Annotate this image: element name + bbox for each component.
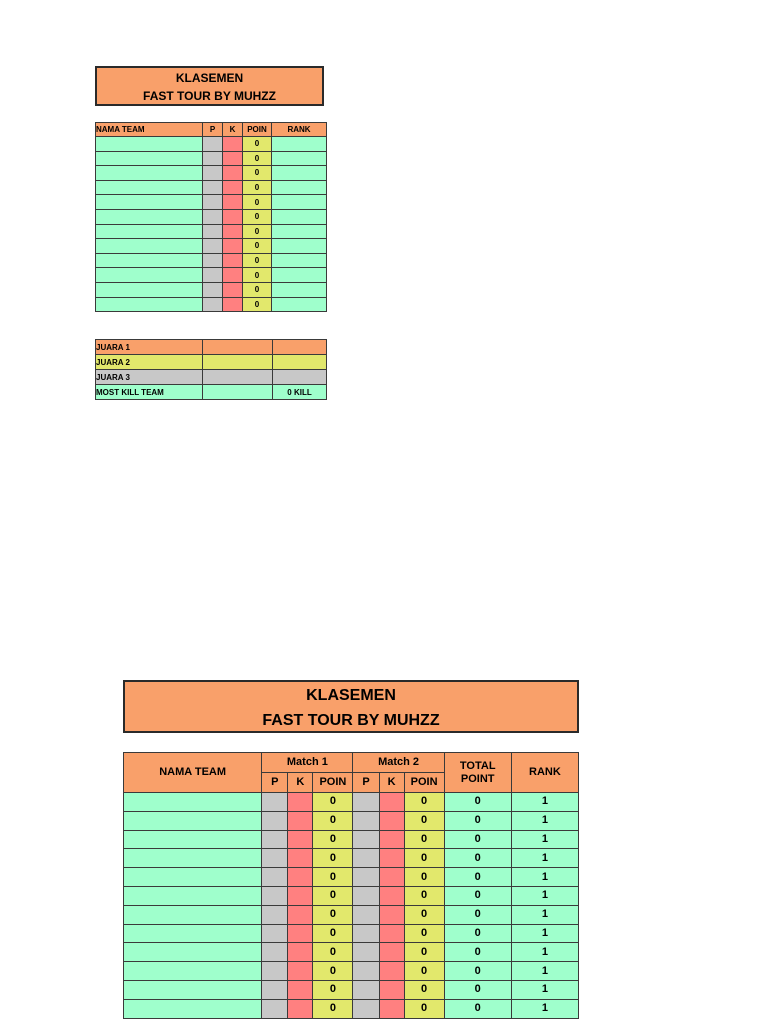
winner-row bbox=[96, 355, 327, 370]
small-k-cell[interactable] bbox=[223, 224, 243, 239]
small-k-cell[interactable] bbox=[223, 209, 243, 224]
winner-row bbox=[96, 385, 327, 400]
small-k-cell[interactable] bbox=[223, 180, 243, 195]
large-total-cell: 0 bbox=[444, 830, 511, 849]
large-team-cell[interactable] bbox=[124, 868, 262, 887]
large-m1-poin-cell: 0 bbox=[313, 811, 353, 830]
small-rank-cell bbox=[272, 195, 327, 210]
large-m2-poin-cell: 0 bbox=[404, 962, 444, 981]
small-p-cell[interactable] bbox=[203, 282, 223, 297]
large-m1-k-cell[interactable] bbox=[288, 886, 313, 905]
large-m2-k-cell[interactable] bbox=[379, 868, 404, 887]
large-m1-p-cell[interactable] bbox=[262, 793, 288, 812]
large-m2-p-cell[interactable] bbox=[353, 811, 379, 830]
large-table-row bbox=[124, 999, 579, 1018]
large-team-cell[interactable] bbox=[124, 793, 262, 812]
large-m2-k-cell[interactable] bbox=[379, 943, 404, 962]
large-m2-k-cell[interactable] bbox=[379, 811, 404, 830]
small-poin-cell: 0 bbox=[243, 209, 272, 224]
winners-table-body bbox=[96, 340, 327, 400]
large-m2-poin-cell: 0 bbox=[404, 793, 444, 812]
small-team-cell[interactable] bbox=[96, 297, 203, 312]
large-title-line2: FAST TOUR BY MUHZZ bbox=[262, 712, 440, 729]
large-m1-k-cell[interactable] bbox=[288, 793, 313, 812]
large-m2-p-cell[interactable] bbox=[353, 849, 379, 868]
small-k-cell[interactable] bbox=[223, 282, 243, 297]
large-team-cell[interactable] bbox=[124, 830, 262, 849]
small-k-cell[interactable] bbox=[223, 137, 243, 152]
large-rank-cell: 1 bbox=[511, 793, 578, 812]
large-table-row bbox=[124, 980, 579, 999]
small-k-cell[interactable] bbox=[223, 195, 243, 210]
large-m1-p-cell[interactable] bbox=[262, 980, 288, 999]
large-m1-k-cell[interactable] bbox=[288, 924, 313, 943]
small-team-cell[interactable] bbox=[96, 195, 203, 210]
large-m2-poin-cell: 0 bbox=[404, 924, 444, 943]
large-rank-cell: 1 bbox=[511, 830, 578, 849]
small-table-row bbox=[96, 195, 327, 210]
small-table-header-row bbox=[96, 123, 327, 137]
small-rank-cell bbox=[272, 239, 327, 254]
small-title-line1: KLASEMEN bbox=[175, 71, 244, 85]
large-m1-poin-cell: 0 bbox=[313, 999, 353, 1018]
large-m1-p-cell[interactable] bbox=[262, 868, 288, 887]
large-m1-poin-cell: 0 bbox=[313, 830, 353, 849]
large-table-row bbox=[124, 793, 579, 812]
small-k-cell[interactable] bbox=[223, 239, 243, 254]
winner-row bbox=[96, 340, 327, 355]
large-m2-poin-cell: 0 bbox=[404, 849, 444, 868]
small-k-cell[interactable] bbox=[223, 297, 243, 312]
large-m1-p-cell[interactable] bbox=[262, 999, 288, 1018]
large-rank-cell: 1 bbox=[511, 999, 578, 1018]
large-subheader-m1-p: P bbox=[262, 773, 288, 793]
large-team-cell[interactable] bbox=[124, 980, 262, 999]
large-m2-p-cell[interactable] bbox=[353, 924, 379, 943]
small-team-cell[interactable] bbox=[96, 282, 203, 297]
winner-team-cell[interactable] bbox=[203, 385, 273, 400]
large-m2-poin-cell: 0 bbox=[404, 886, 444, 905]
large-total-cell: 0 bbox=[444, 943, 511, 962]
large-m1-p-cell[interactable] bbox=[262, 962, 288, 981]
small-p-cell[interactable] bbox=[203, 268, 223, 283]
large-rank-cell: 1 bbox=[511, 849, 578, 868]
small-k-cell[interactable] bbox=[223, 253, 243, 268]
small-table-row bbox=[96, 253, 327, 268]
small-team-cell[interactable] bbox=[96, 151, 203, 166]
winner-label: MOST KILL TEAM bbox=[96, 385, 203, 400]
large-m2-poin-cell: 0 bbox=[404, 830, 444, 849]
large-m2-k-cell[interactable] bbox=[379, 999, 404, 1018]
large-m1-p-cell[interactable] bbox=[262, 924, 288, 943]
winner-row bbox=[96, 370, 327, 385]
large-m2-p-cell[interactable] bbox=[353, 962, 379, 981]
small-rank-cell bbox=[272, 180, 327, 195]
large-m1-k-cell[interactable] bbox=[288, 849, 313, 868]
large-m1-poin-cell: 0 bbox=[313, 962, 353, 981]
small-rank-cell bbox=[272, 151, 327, 166]
small-team-cell[interactable] bbox=[96, 137, 203, 152]
small-poin-cell: 0 bbox=[243, 195, 272, 210]
small-team-cell[interactable] bbox=[96, 253, 203, 268]
small-rank-cell bbox=[272, 268, 327, 283]
large-m2-poin-cell: 0 bbox=[404, 868, 444, 887]
winner-team-cell[interactable] bbox=[203, 340, 273, 355]
small-k-cell[interactable] bbox=[223, 151, 243, 166]
large-m2-poin-cell: 0 bbox=[404, 980, 444, 999]
winner-label: JUARA 3 bbox=[96, 370, 203, 385]
large-m2-k-cell[interactable] bbox=[379, 849, 404, 868]
large-table-row bbox=[124, 943, 579, 962]
large-m1-k-cell[interactable] bbox=[288, 811, 313, 830]
large-m1-poin-cell: 0 bbox=[313, 980, 353, 999]
large-team-cell[interactable] bbox=[124, 905, 262, 924]
large-rank-cell: 1 bbox=[511, 905, 578, 924]
large-table-row bbox=[124, 886, 579, 905]
small-table-row bbox=[96, 282, 327, 297]
small-poin-cell: 0 bbox=[243, 297, 272, 312]
large-standings-table bbox=[123, 752, 579, 1019]
large-m1-p-cell[interactable] bbox=[262, 905, 288, 924]
small-table-row bbox=[96, 180, 327, 195]
small-rank-cell bbox=[272, 282, 327, 297]
small-table-row bbox=[96, 166, 327, 181]
small-table-row bbox=[96, 209, 327, 224]
large-m1-poin-cell: 0 bbox=[313, 943, 353, 962]
small-p-cell[interactable] bbox=[203, 195, 223, 210]
large-table-row bbox=[124, 849, 579, 868]
large-m1-p-cell[interactable] bbox=[262, 886, 288, 905]
large-m1-p-cell[interactable] bbox=[262, 849, 288, 868]
large-m2-k-cell[interactable] bbox=[379, 793, 404, 812]
large-m1-k-cell[interactable] bbox=[288, 830, 313, 849]
large-table-row bbox=[124, 868, 579, 887]
small-poin-cell: 0 bbox=[243, 282, 272, 297]
winner-value-cell: 0 KILL bbox=[273, 385, 327, 400]
small-table-row bbox=[96, 297, 327, 312]
large-m1-k-cell[interactable] bbox=[288, 980, 313, 999]
large-total-cell: 0 bbox=[444, 811, 511, 830]
large-m1-poin-cell: 0 bbox=[313, 886, 353, 905]
small-rank-cell bbox=[272, 297, 327, 312]
small-p-cell[interactable] bbox=[203, 180, 223, 195]
small-poin-cell: 0 bbox=[243, 253, 272, 268]
small-poin-cell: 0 bbox=[243, 151, 272, 166]
large-header-match1: Match 1 bbox=[262, 753, 353, 773]
large-table-row bbox=[124, 905, 579, 924]
winners-table bbox=[95, 339, 327, 400]
large-m2-k-cell[interactable] bbox=[379, 924, 404, 943]
large-total-cell: 0 bbox=[444, 905, 511, 924]
large-m1-p-cell[interactable] bbox=[262, 830, 288, 849]
large-m1-poin-cell: 0 bbox=[313, 868, 353, 887]
large-team-cell[interactable] bbox=[124, 924, 262, 943]
large-m2-p-cell[interactable] bbox=[353, 886, 379, 905]
large-total-cell: 0 bbox=[444, 849, 511, 868]
small-header-k: K bbox=[223, 123, 243, 137]
small-table-row bbox=[96, 151, 327, 166]
small-poin-cell: 0 bbox=[243, 224, 272, 239]
small-p-cell[interactable] bbox=[203, 253, 223, 268]
large-total-cell: 0 bbox=[444, 999, 511, 1018]
large-team-cell[interactable] bbox=[124, 962, 262, 981]
large-header-total-point: TOTAL POINT bbox=[444, 753, 511, 793]
winner-value-cell bbox=[273, 340, 327, 355]
large-subheader-m2-p: P bbox=[353, 773, 379, 793]
large-title-line1: KLASEMEN bbox=[306, 687, 396, 704]
small-poin-cell: 0 bbox=[243, 239, 272, 254]
winner-team-cell[interactable] bbox=[203, 370, 273, 385]
small-rank-cell bbox=[272, 209, 327, 224]
small-team-cell[interactable] bbox=[96, 180, 203, 195]
large-m2-p-cell[interactable] bbox=[353, 868, 379, 887]
large-team-cell[interactable] bbox=[124, 811, 262, 830]
large-m1-k-cell[interactable] bbox=[288, 999, 313, 1018]
small-p-cell[interactable] bbox=[203, 137, 223, 152]
large-subheader-m1-poin: POIN bbox=[313, 773, 353, 793]
large-rank-cell: 1 bbox=[511, 924, 578, 943]
large-m2-k-cell[interactable] bbox=[379, 886, 404, 905]
small-k-cell[interactable] bbox=[223, 268, 243, 283]
small-poin-cell: 0 bbox=[243, 180, 272, 195]
large-m1-poin-cell: 0 bbox=[313, 793, 353, 812]
large-table-header-row bbox=[124, 753, 579, 773]
large-subheader-m2-k: K bbox=[379, 773, 404, 793]
large-total-cell: 0 bbox=[444, 962, 511, 981]
large-team-cell[interactable] bbox=[124, 849, 262, 868]
small-table-row bbox=[96, 137, 327, 152]
large-total-cell: 0 bbox=[444, 793, 511, 812]
large-table-row bbox=[124, 962, 579, 981]
winner-label: JUARA 2 bbox=[96, 355, 203, 370]
large-m2-k-cell[interactable] bbox=[379, 830, 404, 849]
small-rank-cell bbox=[272, 137, 327, 152]
small-p-cell[interactable] bbox=[203, 297, 223, 312]
small-table-body bbox=[96, 137, 327, 312]
large-m2-p-cell[interactable] bbox=[353, 905, 379, 924]
large-m1-k-cell[interactable] bbox=[288, 868, 313, 887]
large-rank-cell: 1 bbox=[511, 943, 578, 962]
large-rank-cell: 1 bbox=[511, 962, 578, 981]
small-header-rank: RANK bbox=[272, 123, 327, 137]
small-p-cell[interactable] bbox=[203, 224, 223, 239]
small-team-cell[interactable] bbox=[96, 239, 203, 254]
large-table-row bbox=[124, 811, 579, 830]
large-m2-poin-cell: 0 bbox=[404, 811, 444, 830]
small-rank-cell bbox=[272, 166, 327, 181]
large-m1-poin-cell: 0 bbox=[313, 849, 353, 868]
large-table-body bbox=[124, 793, 579, 1019]
large-total-cell: 0 bbox=[444, 924, 511, 943]
winner-label: JUARA 1 bbox=[96, 340, 203, 355]
large-m2-p-cell[interactable] bbox=[353, 793, 379, 812]
large-m2-poin-cell: 0 bbox=[404, 905, 444, 924]
small-poin-cell: 0 bbox=[243, 268, 272, 283]
small-standings-table bbox=[95, 122, 327, 312]
large-m1-k-cell[interactable] bbox=[288, 962, 313, 981]
large-m2-p-cell[interactable] bbox=[353, 943, 379, 962]
large-total-cell: 0 bbox=[444, 980, 511, 999]
large-m2-k-cell[interactable] bbox=[379, 962, 404, 981]
large-rank-cell: 1 bbox=[511, 868, 578, 887]
large-m1-poin-cell: 0 bbox=[313, 924, 353, 943]
small-team-cell[interactable] bbox=[96, 209, 203, 224]
large-m1-p-cell[interactable] bbox=[262, 811, 288, 830]
large-m2-p-cell[interactable] bbox=[353, 830, 379, 849]
small-p-cell[interactable] bbox=[203, 166, 223, 181]
large-rank-cell: 1 bbox=[511, 980, 578, 999]
large-m2-k-cell[interactable] bbox=[379, 980, 404, 999]
small-table-row bbox=[96, 224, 327, 239]
large-header-team: NAMA TEAM bbox=[124, 753, 262, 793]
small-title-line2: FAST TOUR BY MUHZZ bbox=[143, 89, 276, 103]
large-m2-k-cell[interactable] bbox=[379, 905, 404, 924]
small-poin-cell: 0 bbox=[243, 137, 272, 152]
small-p-cell[interactable] bbox=[203, 209, 223, 224]
winner-value-cell bbox=[273, 370, 327, 385]
winner-value-cell bbox=[273, 355, 327, 370]
large-m2-poin-cell: 0 bbox=[404, 999, 444, 1018]
large-team-cell[interactable] bbox=[124, 943, 262, 962]
large-subheader-m1-k: K bbox=[288, 773, 313, 793]
small-team-cell[interactable] bbox=[96, 268, 203, 283]
small-header-team: NAMA TEAM bbox=[96, 123, 203, 137]
large-header-match2: Match 2 bbox=[353, 753, 444, 773]
small-rank-cell bbox=[272, 253, 327, 268]
winner-team-cell[interactable] bbox=[203, 355, 273, 370]
large-total-cell: 0 bbox=[444, 868, 511, 887]
small-team-cell[interactable] bbox=[96, 166, 203, 181]
large-m1-poin-cell: 0 bbox=[313, 905, 353, 924]
small-k-cell[interactable] bbox=[223, 166, 243, 181]
large-m2-poin-cell: 0 bbox=[404, 943, 444, 962]
large-subheader-m2-poin: POIN bbox=[404, 773, 444, 793]
small-header-poin: POIN bbox=[243, 123, 272, 137]
large-total-cell: 0 bbox=[444, 886, 511, 905]
large-rank-cell: 1 bbox=[511, 886, 578, 905]
large-team-cell[interactable] bbox=[124, 999, 262, 1018]
small-p-cell[interactable] bbox=[203, 151, 223, 166]
large-team-cell[interactable] bbox=[124, 886, 262, 905]
large-table-row bbox=[124, 830, 579, 849]
small-team-cell[interactable] bbox=[96, 224, 203, 239]
small-rank-cell bbox=[272, 224, 327, 239]
large-m2-p-cell[interactable] bbox=[353, 980, 379, 999]
small-table-row bbox=[96, 239, 327, 254]
large-m1-k-cell[interactable] bbox=[288, 905, 313, 924]
small-standings-title bbox=[95, 66, 324, 106]
small-p-cell[interactable] bbox=[203, 239, 223, 254]
small-poin-cell: 0 bbox=[243, 166, 272, 181]
large-m2-p-cell[interactable] bbox=[353, 999, 379, 1018]
large-standings-title bbox=[123, 680, 579, 733]
large-header-rank: RANK bbox=[511, 753, 578, 793]
large-m1-k-cell[interactable] bbox=[288, 943, 313, 962]
large-m1-p-cell[interactable] bbox=[262, 943, 288, 962]
small-table-row bbox=[96, 268, 327, 283]
large-table-row bbox=[124, 924, 579, 943]
small-header-p: P bbox=[203, 123, 223, 137]
large-rank-cell: 1 bbox=[511, 811, 578, 830]
